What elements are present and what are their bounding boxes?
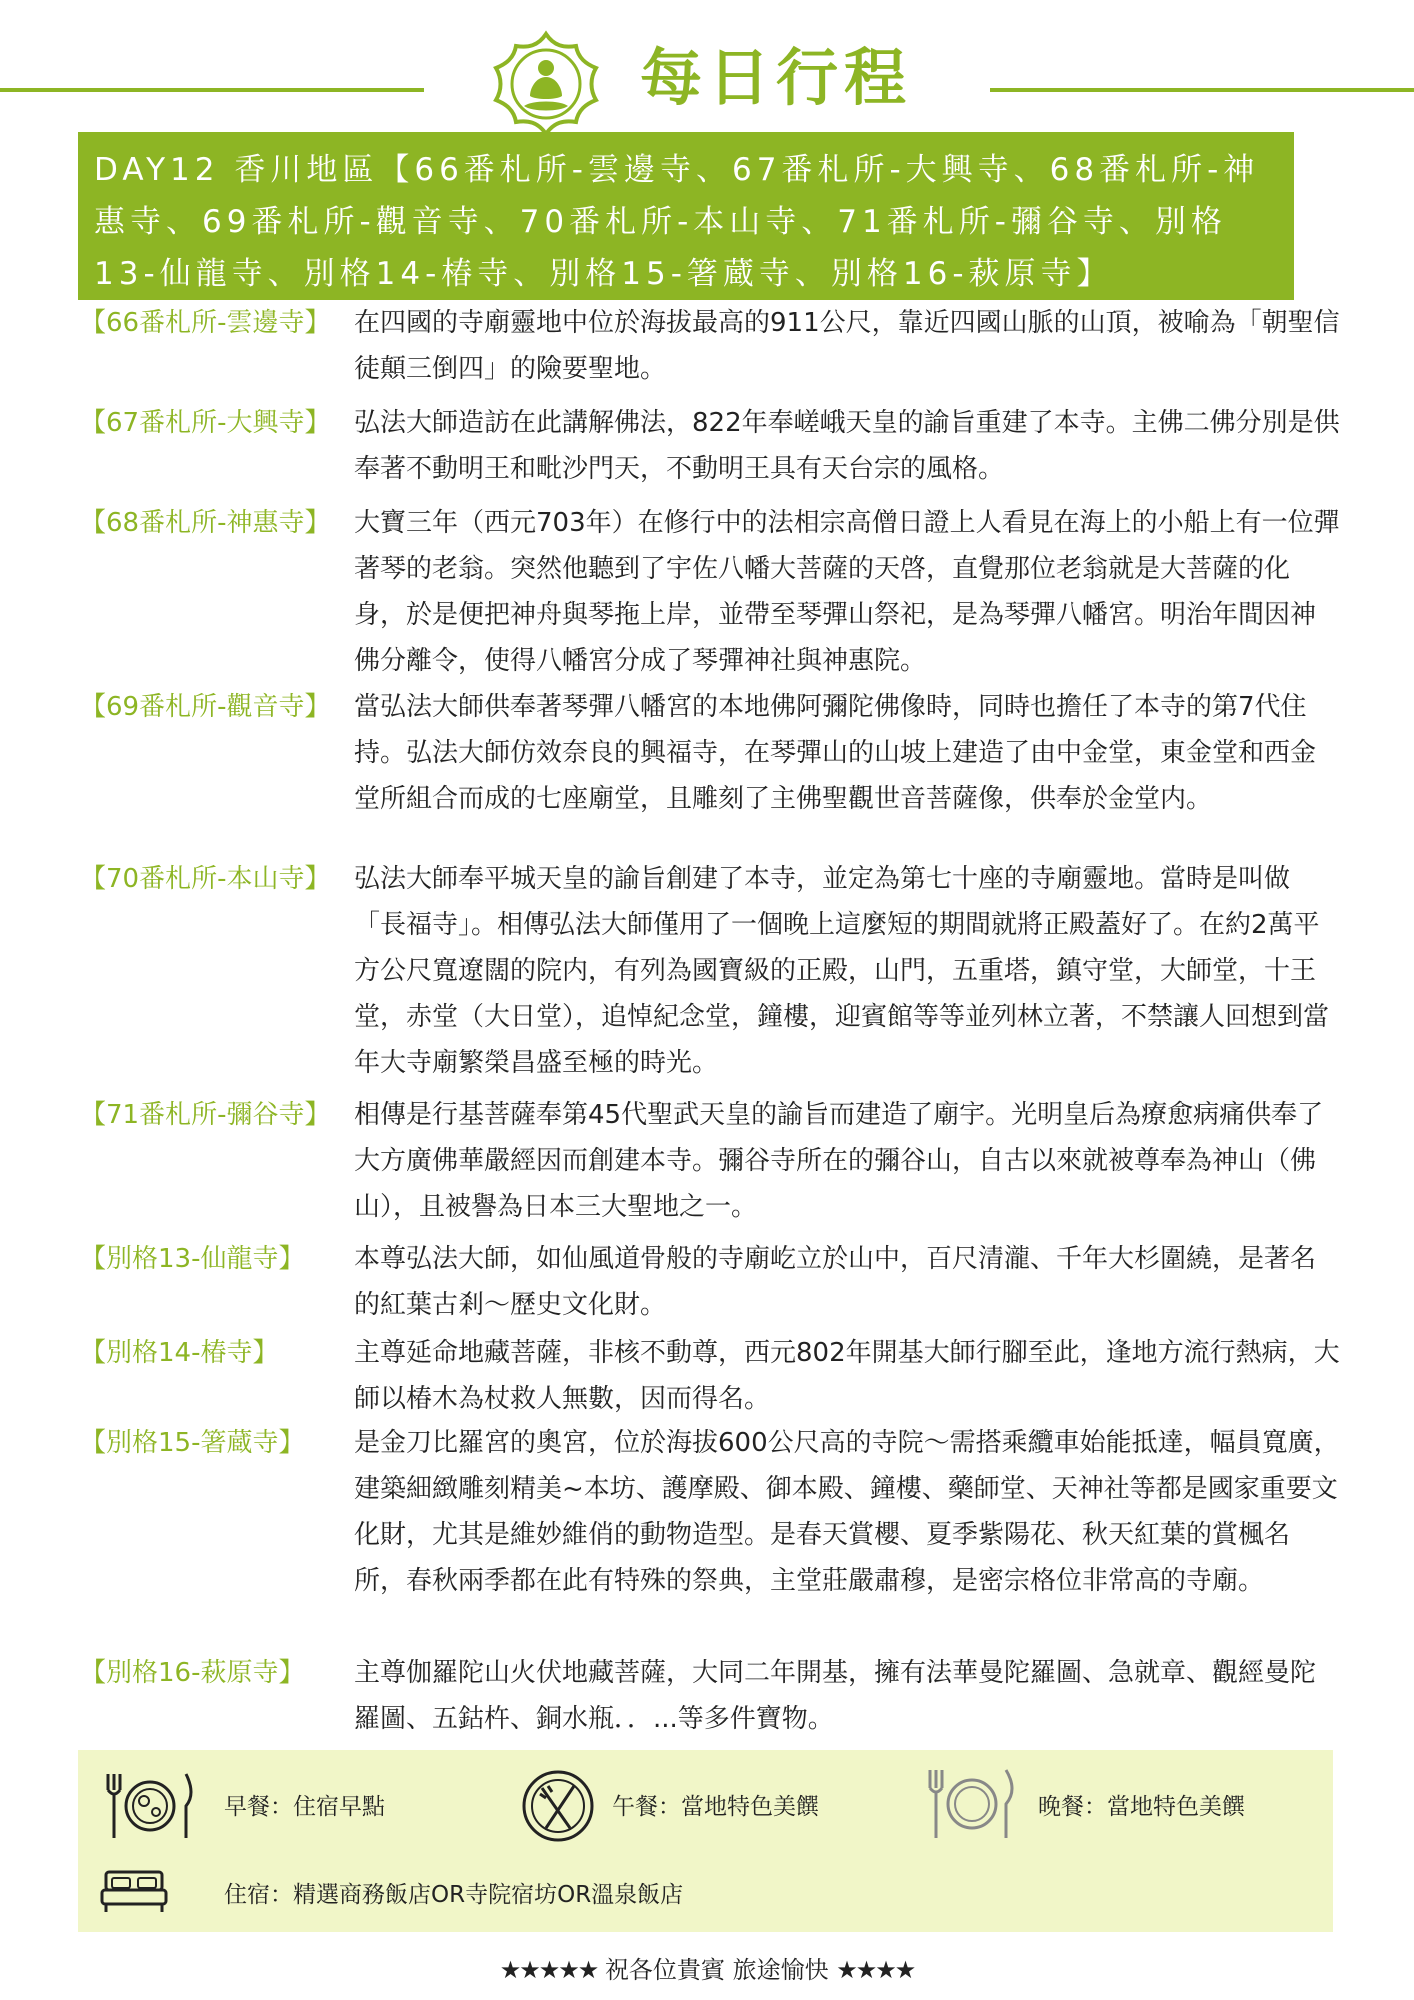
entry-text: 本尊弘法大師，如仙風道骨般的寺廟屹立於山中，百尺清瀧、千年大杉圍繞，是著名的紅葉古剎～歷史文化財。 [354, 1244, 1317, 1320]
bed-icon [98, 1868, 170, 1916]
buddha-lotus-logo-icon [492, 30, 600, 138]
entry-text: 大寶三年（西元703年）在修行中的法相宗高僧日證上人看見在海上的小船上有一位彈著琴的老翁。突然他聽到了宇佐八幡大菩薩的天啓，直覺那位老翁就是大菩薩的化身，於是便把神舟與琴拖上岸，並帶至琴彈山祭祀，是為琴彈八幡宮。明治年間因神佛分離令，使得八幡宮分成了琴彈神社與神惠院。 [354, 508, 1340, 676]
footer-greeting [0, 1950, 1414, 1985]
entry-text: 是金刀比羅宮的奧宮，位於海拔600公尺高的寺院～需搭乘纜車始能抵達，幅員寬廣，建築細緻雕刻精美~本坊、護摩殿、御本殿、鐘樓、藥師堂、天神社等都是國家重要文化財，尤其是維妙維俏的動物造型。是春天賞櫻、夏季紫陽花、秋天紅葉的賞楓名所，春秋兩季都在此有特殊的祭典，主堂莊嚴肅穆，是密宗格位非常高的寺廟。 [354, 1428, 1340, 1596]
dinner-label: 晚餐：當地特色美饌 [1038, 1794, 1245, 1820]
entry-label: 【70番札所-本山寺】 [80, 864, 331, 894]
hotel-label: 住宿：精選商務飯店OR寺院宿坊OR溫泉飯店 [224, 1882, 684, 1908]
footer-stars-right: ★★★★ [836, 1956, 915, 1984]
entry-label: 【71番札所-彌谷寺】 [80, 1100, 331, 1130]
header-rule-left [0, 88, 424, 92]
entry-text: 在四國的寺廟靈地中位於海拔最高的911公尺，靠近四國山脈的山頂，被喻為「朝聖信徒顛三倒四」的險要聖地。 [354, 308, 1340, 384]
entry-text: 相傳是行基菩薩奉第45代聖武天皇的諭旨而建造了廟宇。光明皇后為療愈病痛供奉了大方廣佛華嚴經因而創建本寺。彌谷寺所在的彌谷山，自古以來就被尊奉為神山（佛山），且被譽為日本三大聖地之一。 [354, 1100, 1324, 1222]
lunch-plate-icon [518, 1768, 598, 1844]
day-banner: DAY12 香川地區【66番札所-雲邊寺、67番札所-大興寺、68番札所-神惠寺、69番札所-觀音寺、70番札所-本山寺、71番札所-彌谷寺、別格13-仙龍寺、別格14-椿寺、別格15-箸蔵寺、別格16-萩原寺】 [78, 132, 1294, 300]
page-title: 每日行程 [640, 41, 913, 114]
entry-label: 【別格15-箸蔵寺】 [80, 1428, 305, 1458]
entry-label: 【68番札所-神惠寺】 [80, 508, 331, 538]
entry-label: 【別格13-仙龍寺】 [80, 1244, 305, 1274]
lunch-label: 午餐：當地特色美饌 [612, 1794, 819, 1820]
footer-text: 祝各位貴賓 旅途愉快 [604, 1956, 829, 1984]
breakfast-plate-icon [100, 1768, 200, 1844]
entry-label: 【67番札所-大興寺】 [80, 408, 331, 438]
entry-text: 主尊延命地藏菩薩，非核不動尊，西元802年開基大師行腳至此，逢地方流行熱病，大師以椿木為杖救人無數，因而得名。 [354, 1338, 1340, 1414]
entry-label: 【69番札所-觀音寺】 [80, 692, 331, 722]
entry-text: 弘法大師造訪在此講解佛法，822年奉嵯峨天皇的諭旨重建了本寺。主佛二佛分別是供奉著不動明王和毗沙門天，不動明王具有天台宗的風格。 [354, 408, 1340, 484]
entry-text: 主尊伽羅陀山火伏地藏菩薩，大同二年開基，擁有法華曼陀羅圖、急就章、觀經曼陀羅圖、五鈷杵、銅水瓶．．...等多件寶物。 [354, 1658, 1317, 1734]
header-rule-right [990, 88, 1414, 92]
entry-label: 【別格14-椿寺】 [80, 1338, 279, 1368]
entry-label: 【66番札所-雲邊寺】 [80, 308, 331, 338]
entry-label: 【別格16-萩原寺】 [80, 1658, 305, 1688]
meals-box [78, 1750, 1333, 1932]
entry-text: 弘法大師奉平城天皇的諭旨創建了本寺，並定為第七十座的寺廟靈地。當時是叫做「長福寺」。相傳弘法大師僅用了一個晚上這麼短的期間就將正殿蓋好了。在約2萬平方公尺寬遼闊的院内，有列為國寶級的正殿，山門，五重塔，鎮守堂，大師堂，十王堂，赤堂（大日堂），追悼紀念堂，鐘樓，迎賓館等等並列林立著，不禁讓人回想到當年大寺廟繁榮昌盛至極的時光。 [354, 864, 1330, 1078]
breakfast-label: 早餐：住宿早點 [224, 1794, 385, 1820]
dinner-plate-icon [924, 1764, 1020, 1844]
footer-stars-left: ★★★★★ [499, 1956, 598, 1984]
entry-text: 當弘法大師供奉著琴彈八幡宮的本地佛阿彌陀佛像時，同時也擔任了本寺的第7代住持。弘法大師仿效奈良的興福寺，在琴彈山的山坡上建造了由中金堂，東金堂和西金堂所組合而成的七座廟堂，且雕刻了主佛聖觀世音菩薩像，供奉於金堂内。 [354, 692, 1317, 814]
